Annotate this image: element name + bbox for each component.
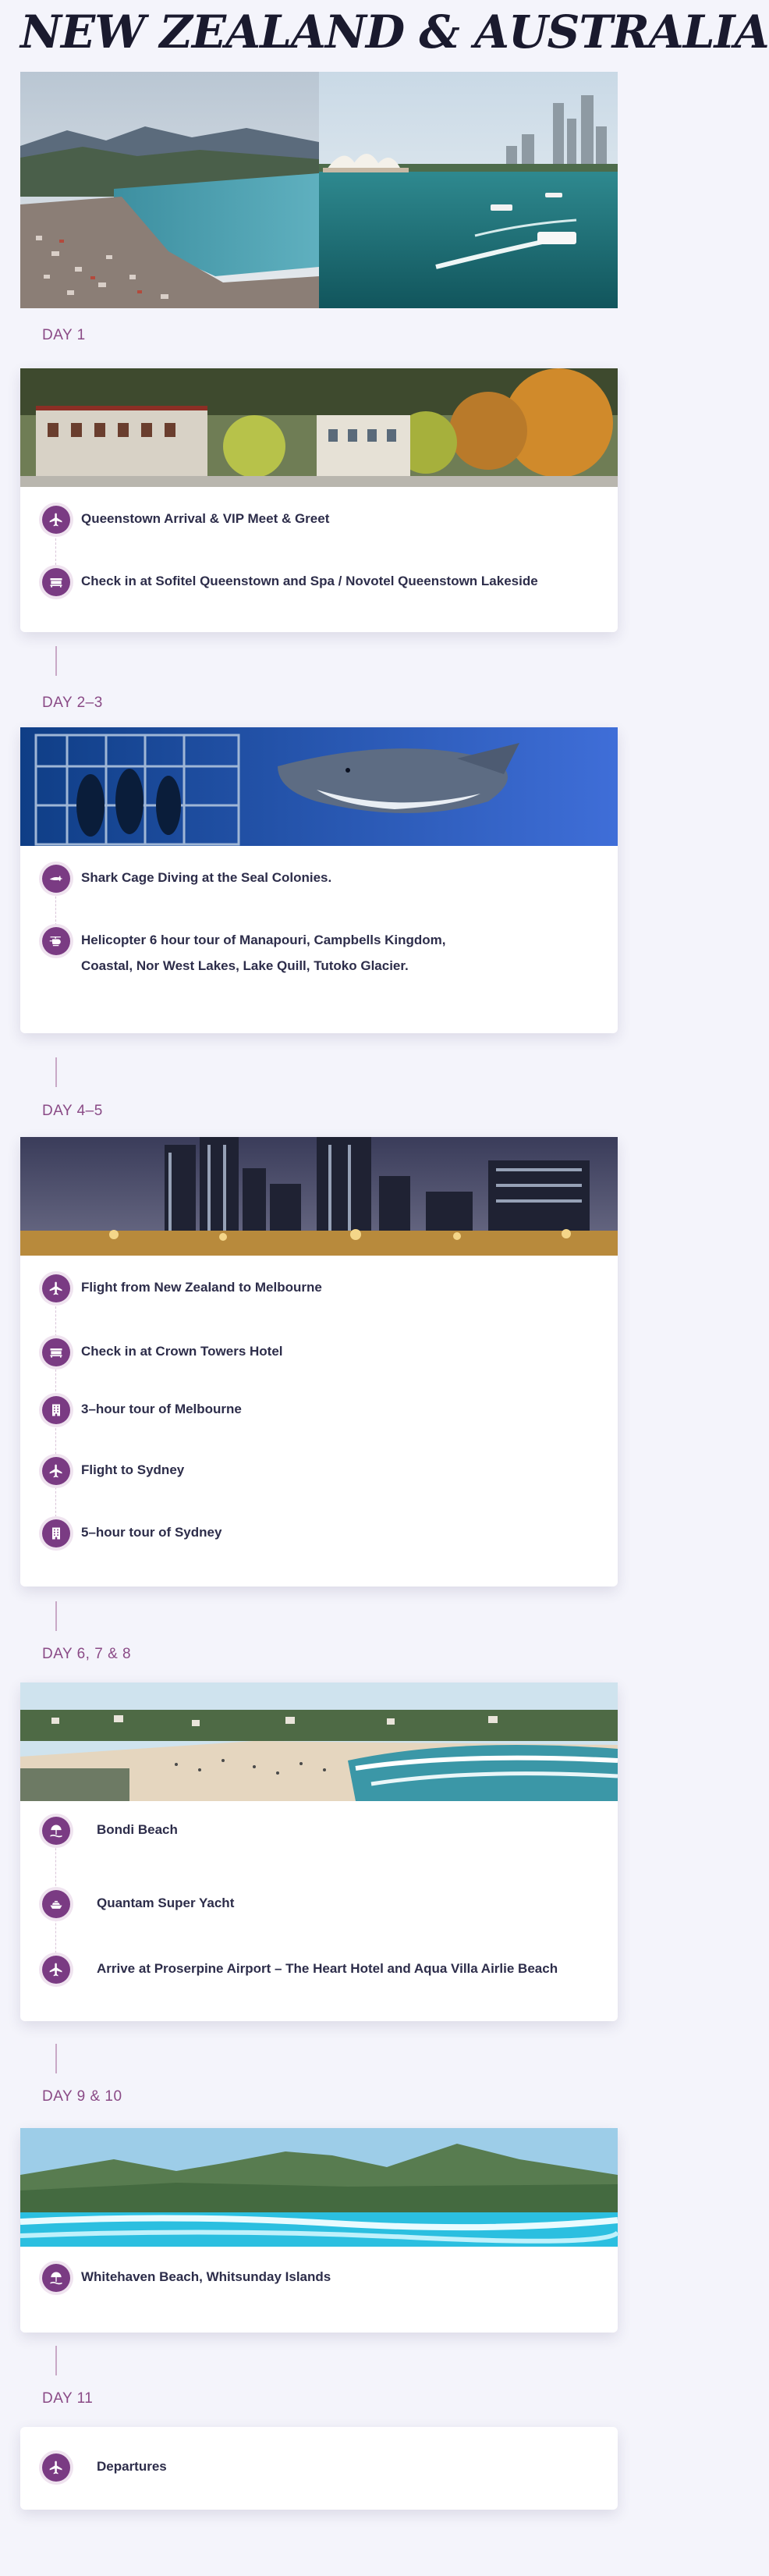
list-item: Departures (42, 2453, 167, 2482)
day-1-card (20, 368, 618, 632)
list-item: 3–hour tour of Melbourne (42, 1396, 242, 1424)
day-label: DAY 1 (42, 327, 86, 343)
list-item: Flight to Sydney (42, 1457, 184, 1485)
list-item: Queenstown Arrival & VIP Meet & Greet (42, 506, 329, 534)
yacht-icon (42, 1890, 70, 1918)
hero-image (20, 72, 618, 308)
queenstown-photo (20, 72, 319, 308)
melbourne-skyline-photo (20, 1137, 618, 1256)
day-label: DAY 11 (42, 2390, 94, 2407)
plane-icon (42, 1956, 70, 1984)
bed-icon (42, 1338, 70, 1366)
list-item: Bondi Beach (42, 1817, 178, 1845)
day-label: DAY 4–5 (42, 1103, 103, 1119)
plane-icon (42, 2453, 70, 2482)
list-item: Flight from New Zealand to Melbourne (42, 1274, 322, 1302)
day-label: DAY 9 & 10 (42, 2088, 122, 2105)
day-2-3-card (20, 727, 618, 1033)
sydney-harbour-photo (319, 72, 618, 308)
bed-icon (42, 568, 70, 596)
building-icon (42, 1519, 70, 1547)
plane-icon (42, 1274, 70, 1302)
shark-icon (42, 865, 70, 893)
list-item: Arrive at Proserpine Airport – The Heart Hotel and Aqua Villa Airlie Beach (42, 1956, 558, 1984)
whitehaven-beach-photo (20, 2128, 618, 2247)
page-title: NEW ZEALAND & AUSTRALIA (20, 5, 769, 59)
building-icon (42, 1396, 70, 1424)
day-label: DAY 6, 7 & 8 (42, 1646, 132, 1662)
plane-icon (42, 1457, 70, 1485)
day-4-5-card (20, 1137, 618, 1586)
day-11-card (20, 2427, 618, 2510)
list-item: Helicopter 6 hour tour of Manapouri, Campbells Kingdom, Coastal, Nor West Lakes, Lake Quill, Tutoko Glacier. (42, 927, 446, 979)
day-9-10-card (20, 2128, 618, 2333)
list-item: Quantam Super Yacht (42, 1890, 234, 1918)
plane-icon (42, 506, 70, 534)
beach-icon (42, 1817, 70, 1845)
day-label: DAY 2–3 (42, 695, 103, 711)
list-item: 5–hour tour of Sydney (42, 1519, 221, 1547)
bondi-beach-photo (20, 1682, 618, 1801)
beach-icon (42, 2264, 70, 2292)
list-item: Whitehaven Beach, Whitsunday Islands (42, 2264, 331, 2292)
helicopter-icon (42, 927, 70, 955)
list-item: Check in at Crown Towers Hotel (42, 1338, 283, 1366)
list-item: Check in at Sofitel Queenstown and Spa / Novotel Queenstown Lakeside (42, 568, 538, 596)
shark-cage-photo (20, 727, 618, 846)
day-6-7-8-card (20, 1682, 618, 2021)
queenstown-street-photo (20, 368, 618, 487)
list-item: Shark Cage Diving at the Seal Colonies. (42, 865, 331, 893)
